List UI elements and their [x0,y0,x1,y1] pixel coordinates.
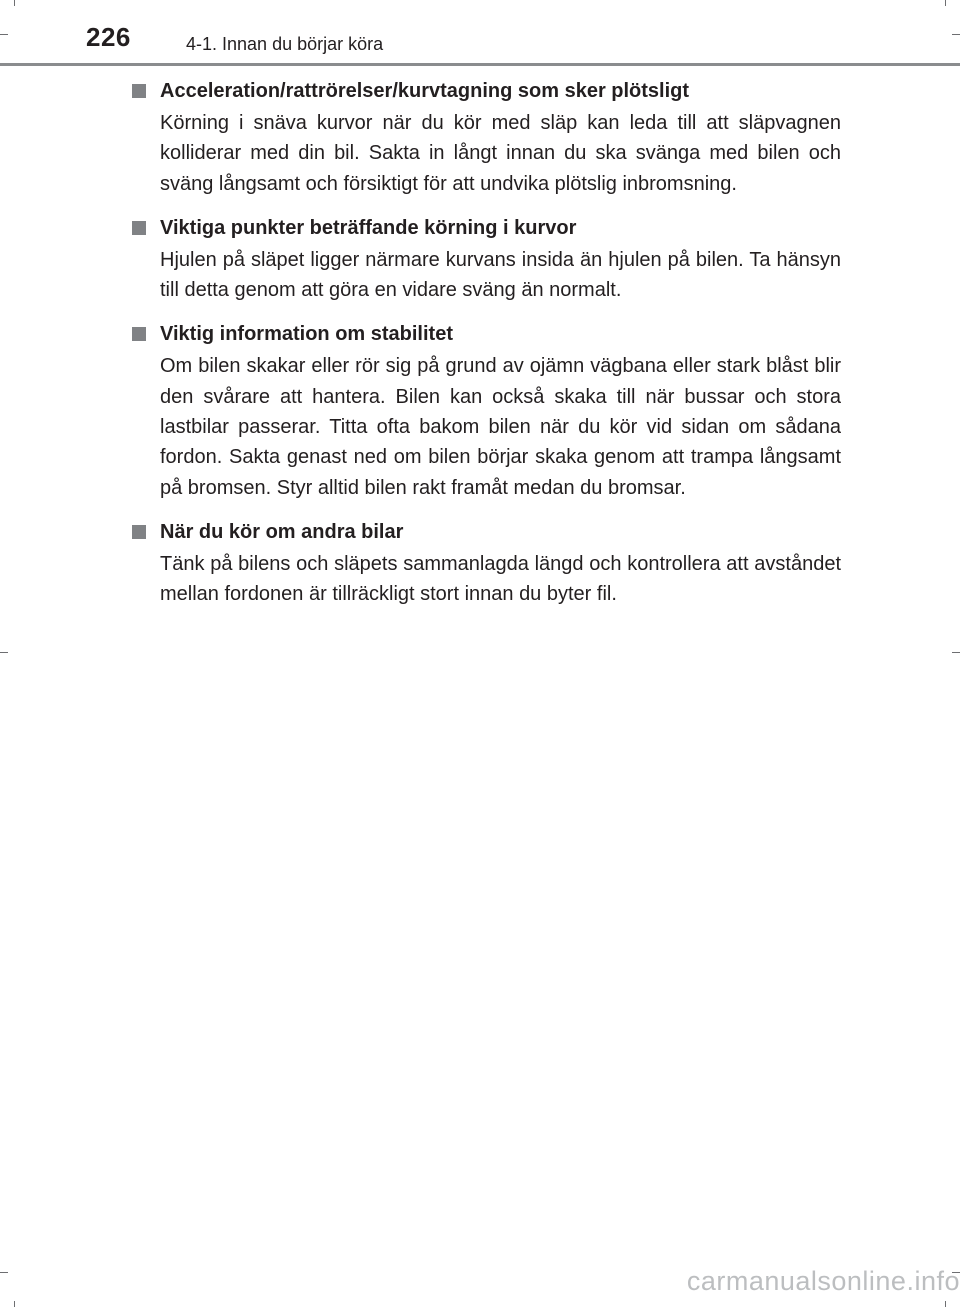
section-stability [131,319,841,502]
section-heading [131,213,841,243]
section-cornering [131,213,841,306]
crop-mark [0,1272,8,1273]
square-bullet-icon [132,327,146,341]
square-bullet-icon [132,525,146,539]
section-body: Om bilen skakar eller rör sig på grund av ojämn vägbana eller stark blåst blir den svårare att hantera. Bilen kan också skaka till när bussar och stora lastbilar passerar. Titta ofta bakom bilen när du kör vid sidan om sådana fordon. Sakta genast ned om bilen börjar skaka genom att trampa långsamt på bromsen. Styr alltid bilen rakt framåt medan du bromsar. [160,355,841,499]
header-divider [0,63,960,66]
watermark: carmanualsonline.info [686,1266,960,1296]
page-content [131,76,841,624]
section-heading-text: Viktig information om stabilitet [160,323,453,346]
square-bullet-icon [132,221,146,235]
crop-mark [952,652,960,653]
section-sudden-maneuvers [131,76,841,199]
section-heading [131,517,841,547]
section-heading-text: Viktiga punkter beträffande körning i kurvor [160,216,577,239]
section-body: Tänk på bilens och släpets sammanlagda längd och kontrollera att avståndet mellan fordonen är tillräckligt stort innan du byter fil. [160,552,841,606]
crop-mark [0,652,8,653]
section-body: Hjulen på släpet ligger närmare kurvans insida än hjulen på bilen. Ta hänsyn till detta genom att göra en vidare sväng än normalt. [160,248,841,302]
page-number: 226 [86,22,131,52]
section-heading-text: När du kör om andra bilar [160,520,404,543]
crop-mark [14,1301,15,1307]
section-overtaking [131,517,841,610]
square-bullet-icon [132,84,146,98]
crop-mark [945,1301,946,1307]
section-heading-text: Acceleration/rattrörelser/kurvtagning som sker plötsligt [160,80,690,102]
section-title: 4-1. Innan du börjar köra [186,34,384,54]
page-header [0,0,960,68]
section-body: Körning i snäva kurvor när du kör med släp kan leda till att släpvagnen kolliderar med din bil. Sakta in långt innan du ska svänga med bilen och sväng långsamt och försiktigt för att undvika plötslig inbromsning. [160,112,841,195]
section-heading [131,76,841,106]
section-heading [131,319,841,349]
